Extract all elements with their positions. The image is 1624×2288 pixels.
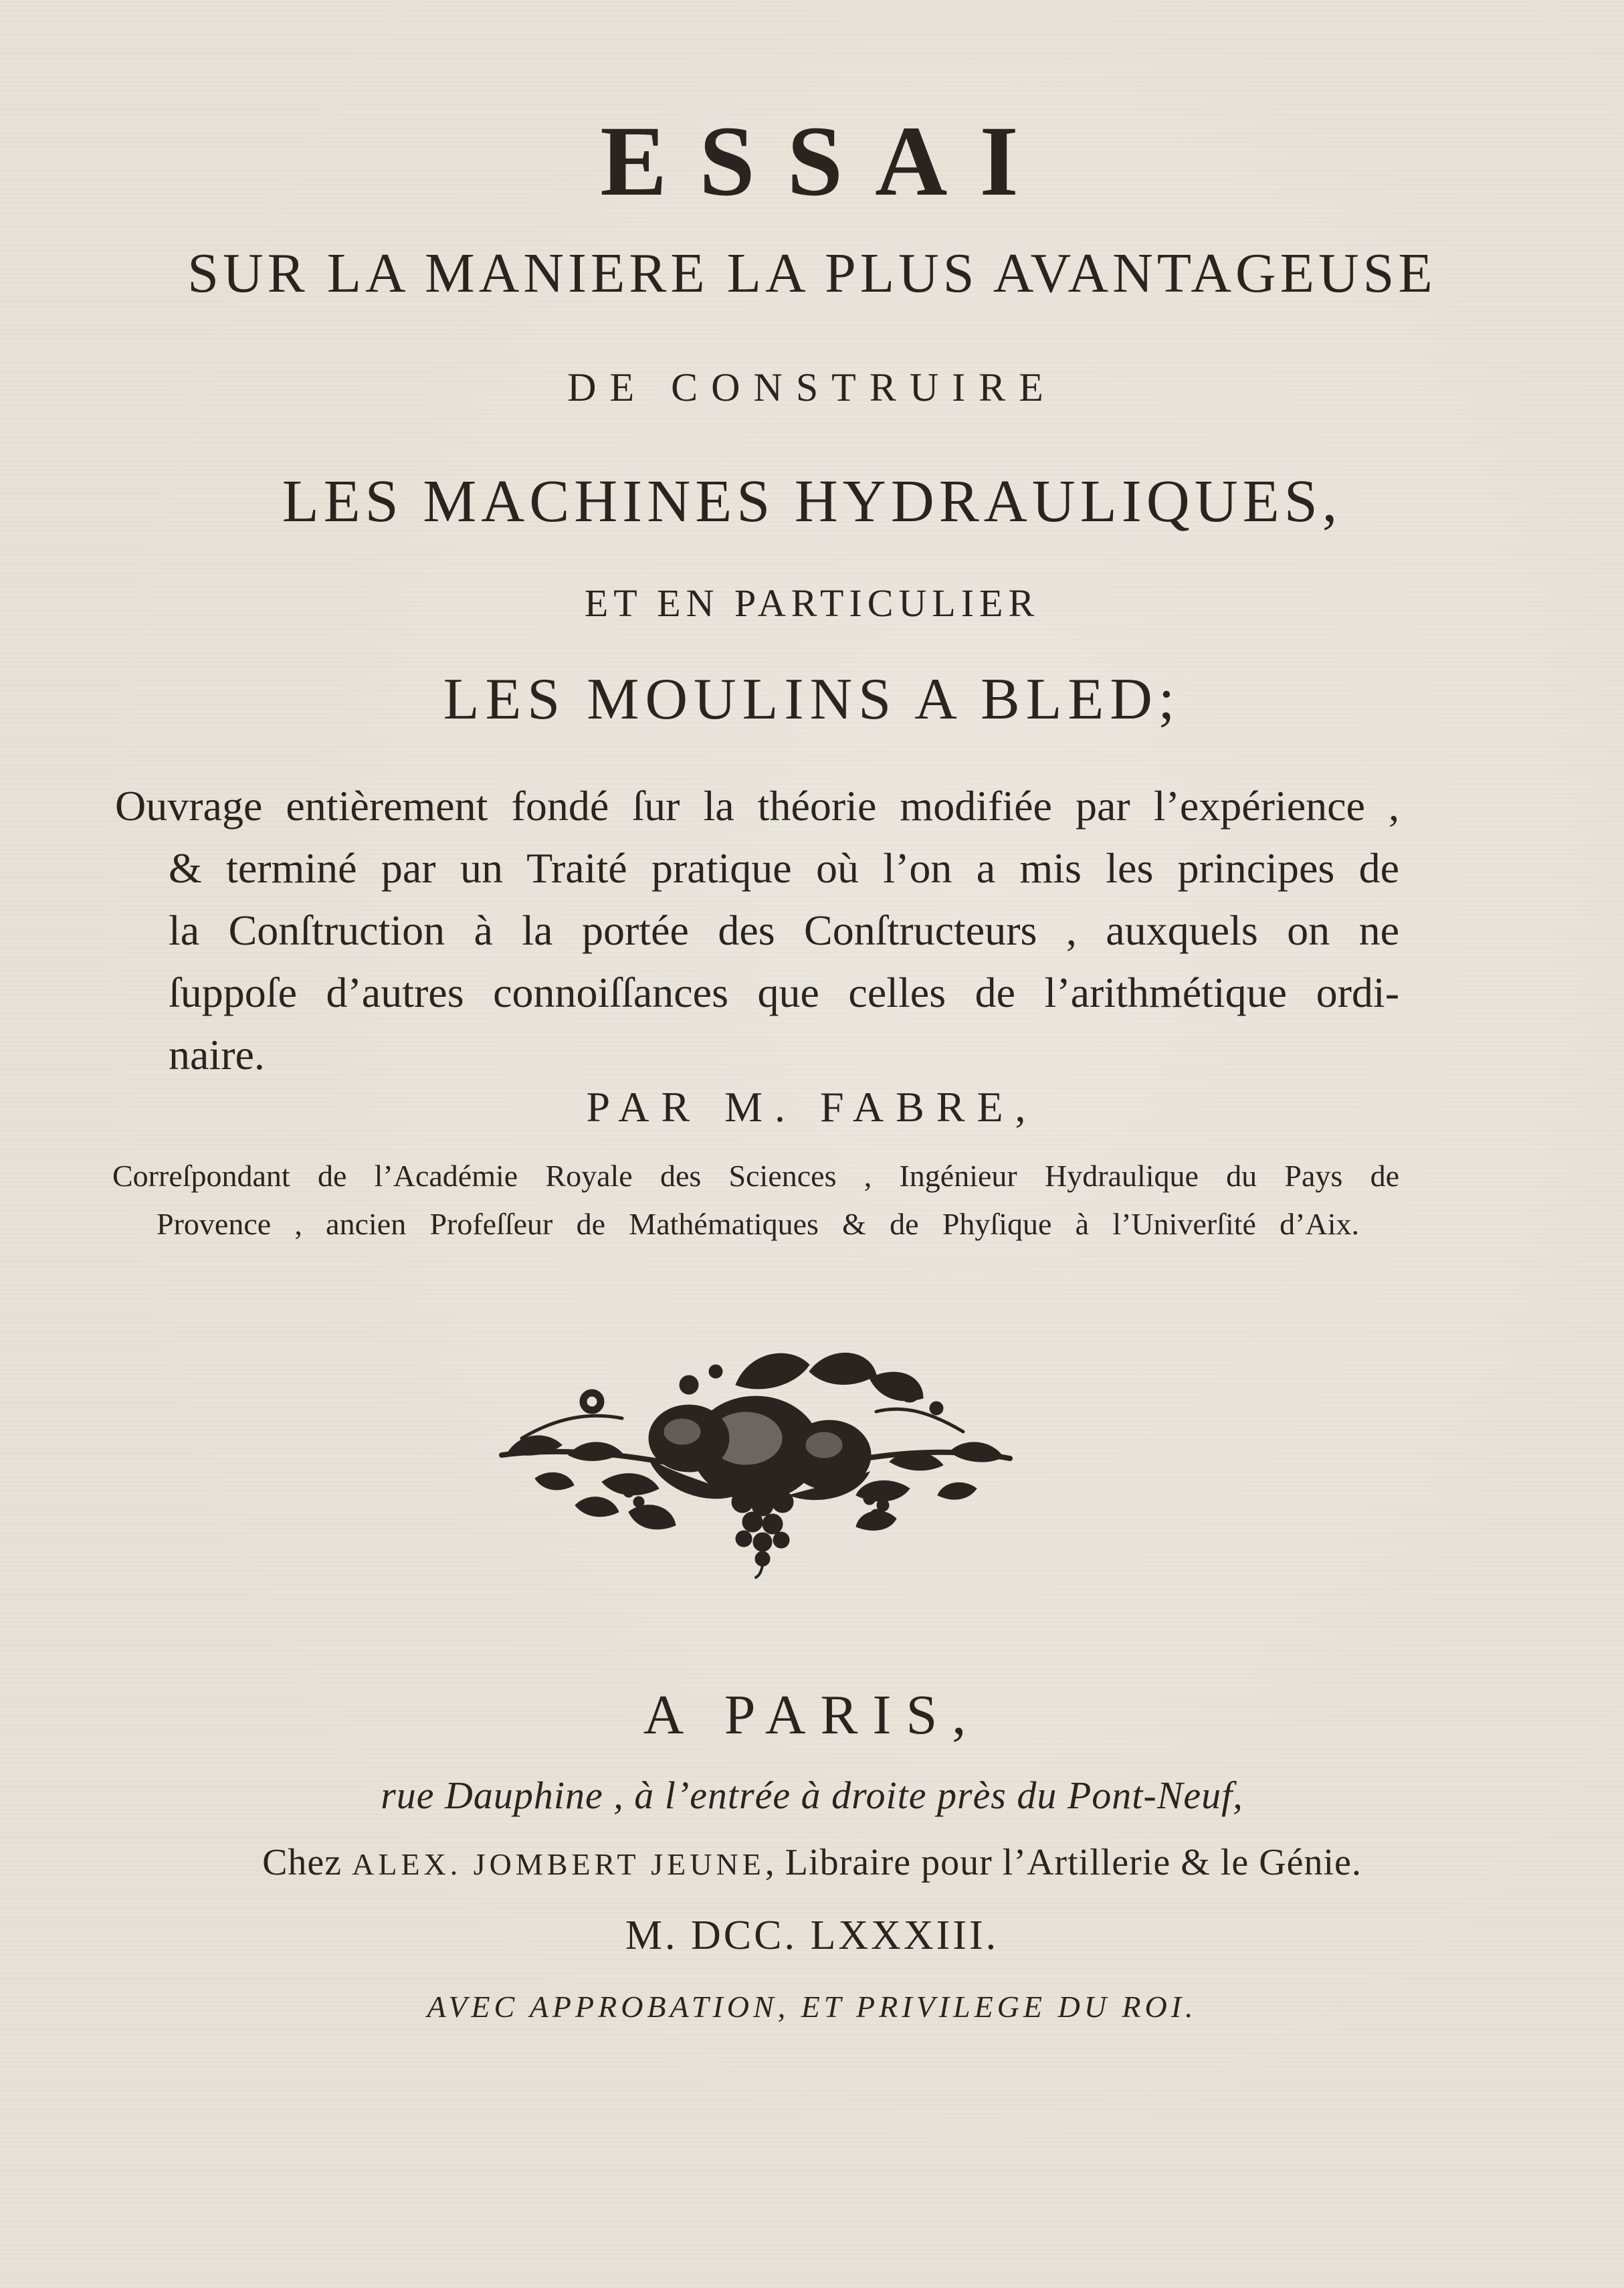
publisher-prefix: Chez [262, 1842, 342, 1883]
imprint-privilege: AVEC APPROBATION, ET PRIVILEGE DU ROI. [427, 1990, 1197, 2024]
fruit-and-foliage-vignette-icon [495, 1338, 1017, 1579]
author-title-line: Provence , ancien Profeſſeur de Mathématiques & de Phyſique à l’Univerſité d’Aix. [157, 1207, 1359, 1241]
imprint-publisher [0, 1841, 1624, 1884]
subtitle-line-2: DE CONSTRUIRE [567, 365, 1057, 409]
description-line: & terminé par un Traité pratique où l’on a mis les principes de [169, 844, 1399, 892]
description-line: la Conſtruction à la portée des Conſtructeurs , auxquels on ne [169, 907, 1399, 954]
title-essai: ESSAI [600, 106, 1051, 217]
author-title-line: Correſpondant de l’Académie Royale des Sciences , Ingénieur Hydraulique du Pays de [112, 1159, 1399, 1193]
author-titles [112, 1152, 1399, 1248]
imprint-year: M. DCC. LXXXIII. [625, 1913, 999, 1958]
description-line: Ouvrage entièrement fondé ſur la théorie modifiée par l’expérience , [115, 782, 1399, 830]
publisher-suffix: , Libraire pour l’Artillerie & le Génie. [765, 1842, 1362, 1883]
subtitle-line-5: LES MOULINS A BLED; [443, 667, 1181, 732]
imprint-address: rue Dauphine , à l’entrée à droite près du Pont-Neuf, [381, 1774, 1243, 1817]
imprint-city: A PARIS, [643, 1684, 981, 1746]
author-line: PAR M. FABRE, [586, 1083, 1038, 1131]
publisher-name: ALEX. JOMBERT JEUNE [352, 1847, 765, 1881]
subtitle-line-4: ET EN PARTICULIER [584, 581, 1040, 625]
description-line: naire. [169, 1031, 265, 1078]
description-line: ſuppoſe d’autres connoiſſances que celles de l’arithmétique ordi- [169, 969, 1399, 1016]
subtitle-line-3: LES MACHINES HYDRAULIQUES, [282, 468, 1342, 535]
subtitle-line-1: SUR LA MANIERE LA PLUS AVANTAGEUSE [187, 242, 1437, 304]
description-paragraph [115, 775, 1399, 1086]
